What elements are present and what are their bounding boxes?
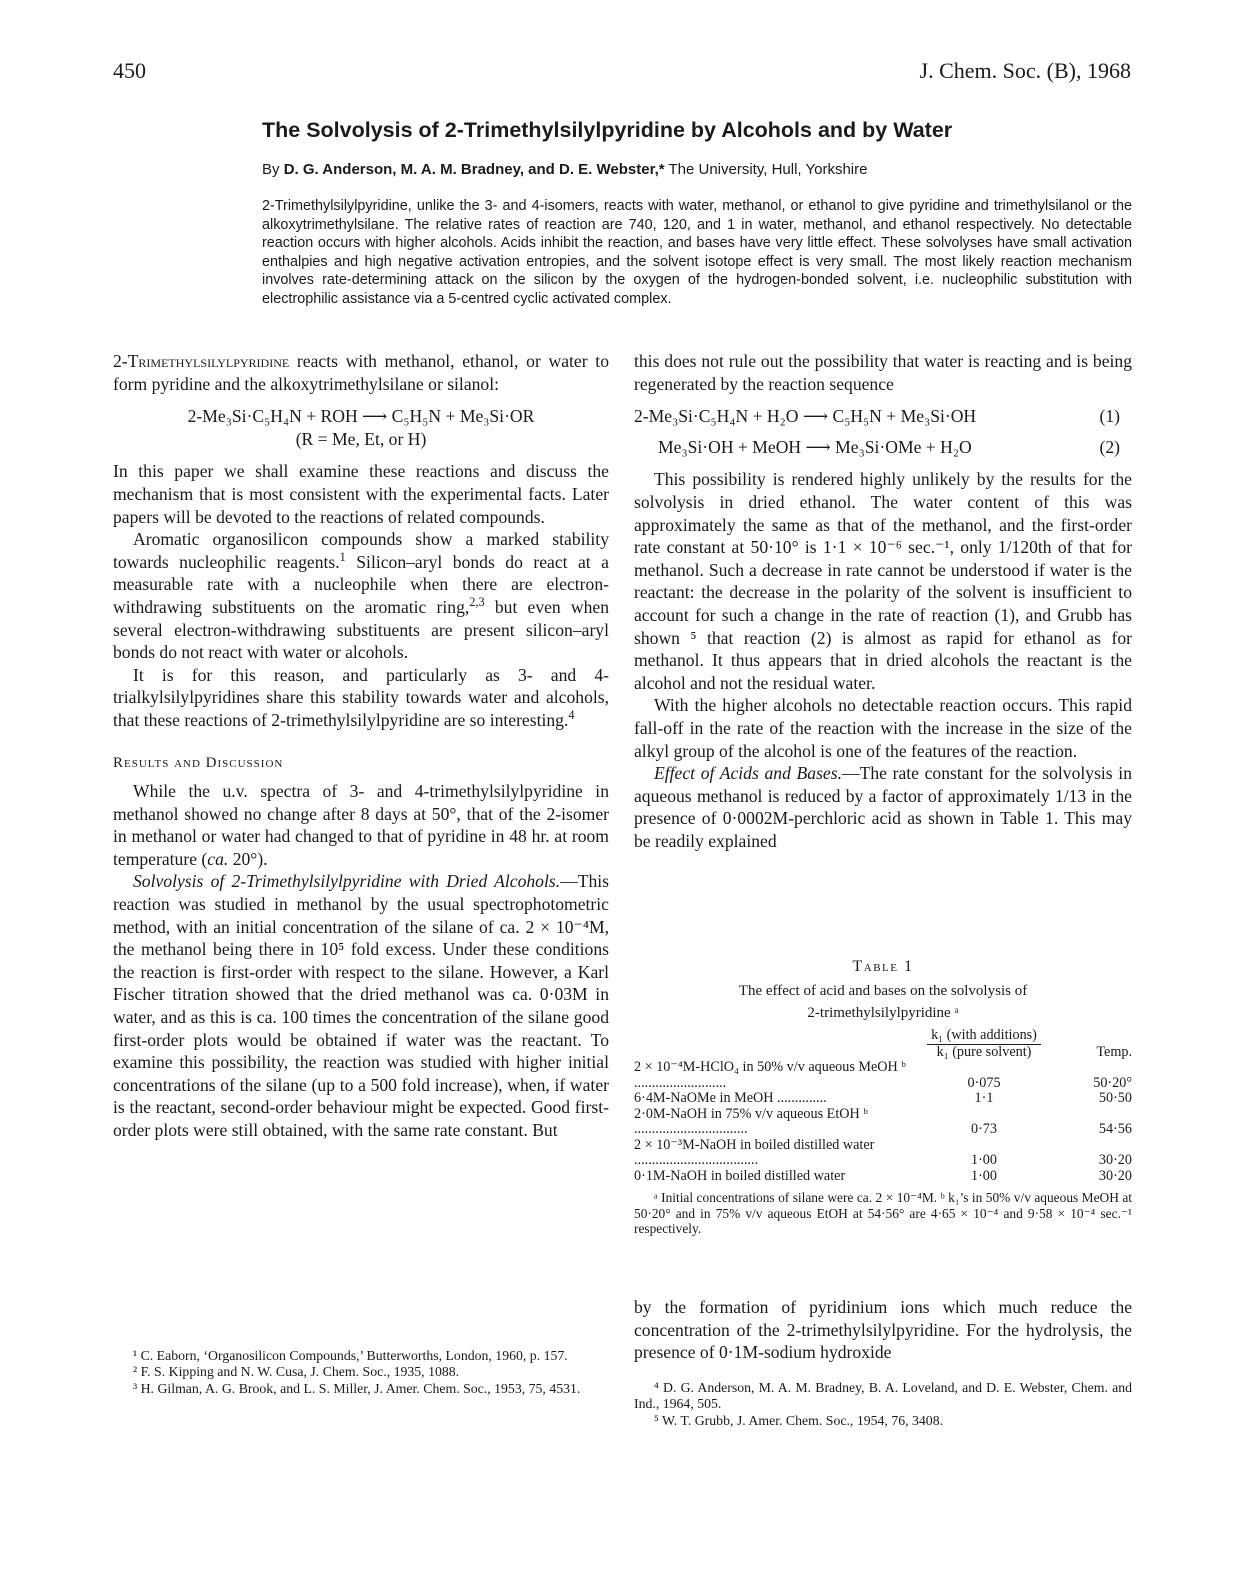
- right-column: [634, 350, 1132, 852]
- abstract: 2-Trimethylsilylpyridine, unlike the 3- and 4-isomers, reacts with water, methanol, or ethanol to give pyridine and trimethylsilanol or the alkoxytrimethylsilane. The relative rates of reaction are 740, 120, and 1 in water, methanol, and ethanol respectively. No detectable reaction occurs with higher alcohols. Acids inhibit the reaction, and bases have very little effect. These solvolyses have small activation enthalpies and high negative activation entropies, and the solvent isotope effect is very small. The most likely reaction mechanism involves rate-determining attack on the silicon by the oxygen of the hydrogen-bonded solvent, i.e. nucleophilic substitution with electrophilic assistance via a 5-centred cyclic activated complex.: [262, 198, 1132, 307]
- paragraph: Effect of Acids and Bases.—The rate constant for the solvolysis in aqueous methanol is reduced by a factor of approximately 1/13 in the presence of 0·0002M-perchloric acid as shown in Table 1. This may be readily explained: [634, 763, 1132, 851]
- byline: [262, 161, 867, 178]
- paragraph: this does not rule out the possibility that water is reacting and is being regenerated by the reaction sequence: [634, 351, 1132, 394]
- paragraph: In this paper we shall examine these reactions and discuss the mechanism that is most consistent with the experimental facts. Later papers will be devoted to the reactions of related compounds.: [113, 461, 609, 527]
- table-row: 6·4M-NaOMe in MeOH .............. 1·1 50·50: [634, 1090, 1132, 1106]
- table-row: 2 × 10⁻⁴M-HClO₄ in 50% v/v aqueous MeOH ᵇ .......................... 0·075 50·20°: [634, 1059, 1132, 1091]
- footnotes-left: [113, 1348, 609, 1397]
- affiliation: The University, Hull, Yorkshire: [664, 161, 868, 178]
- paragraph: While the u.v. spectra of 3- and 4-trimethylsilylpyridine in methanol showed no change after 8 days at 50°, that of the 2-isomer in methanol or water had changed to that of pyridine in 48 hr. at room temperature (ca. 20°).: [113, 781, 609, 869]
- table-caption: The effect of acid and bases on the solvolysis of: [738, 983, 1028, 999]
- table-1: [634, 958, 1132, 1237]
- footnote: ¹ C. Eaborn, ‘Organosilicon Compounds,’ Butterworths, London, 1960, p. 157.: [133, 1348, 568, 1363]
- header-denominator: k₁ (pure solvent): [936, 1043, 1032, 1060]
- equation-main: 2-Me₃Si·C₅H₄N + ROH ⟶ C₅H₅N + Me₃Si·OR: [187, 406, 535, 427]
- general-equation: [113, 405, 609, 450]
- equation-number: (1): [1099, 406, 1120, 427]
- reference-marker: 2,3: [469, 595, 485, 610]
- footnote: ⁵ W. T. Grubb, J. Amer. Chem. Soc., 1954, 76, 3408.: [654, 1412, 944, 1428]
- footnote: ³ H. Gilman, A. G. Brook, and L. S. Miller, J. Amer. Chem. Soc., 1953, 75, 4531.: [133, 1380, 581, 1396]
- intro-lead: 2-Trimethylsilylpyridine: [113, 351, 290, 371]
- equation-2: Me₃Si·OH + MeOH ⟶ Me₃Si·OMe + H₂O (2): [634, 436, 1132, 459]
- journal-citation: J. Chem. Soc. (B), 1968: [919, 58, 1131, 83]
- reaction-equations: [634, 405, 1132, 458]
- paragraph: Aromatic organosilicon compounds show a marked stability towards nucleophilic reagents.$^1$ Silicon–aryl bonds do react at a measurable rate with a nucleophile when there are electron-withdrawing substituents on the aromatic ring,$^{2,3}$ but even when several electron-withdrawing substituents are present silicon–aryl bonds do not react with water or alcohols.: [113, 529, 610, 663]
- paragraph: This possibility is rendered highly unlikely by the results for the solvolysis in dried ethanol. The water content of this was approximately the same as that of the methanol, and the first-order rate constant at 50·10° is 1·1 × 10⁻⁶ sec.⁻¹, only 1/120th of that for methanol. Such a decrease in rate cannot be understood if water is the reactant: the decrease in the polarity of the solvent is insufficient to account for such a change in the rate of reaction (1), and Grubb has shown ⁵ that reaction (2) is almost as rapid for ethanol as for methanol. It thus appears that in dried alcohols the reactant is the alcohol and not the residual water.: [634, 469, 1132, 693]
- article-title: The Solvolysis of 2-Trimethylsilylpyridine by Alcohols and by Water: [262, 118, 953, 142]
- header-numerator: k₁ (with additions): [927, 1028, 1041, 1045]
- authors: D. G. Anderson, M. A. M. Bradney, and D. E. Webster,*: [283, 161, 665, 178]
- byline-prefix: By: [262, 161, 284, 178]
- subsection-heading: Solvolysis of 2-Trimethylsilylpyridine with Dried Alcohols.: [133, 871, 561, 892]
- table-row: 2 × 10⁻³M-NaOH in boiled distilled water ................................... 1·00 30·20: [634, 1136, 1132, 1168]
- paragraph: It is for this reason, and particularly as 3- and 4-trialkylsilylpyridines share this stability towards water and alcohols, that these reactions of 2-trimethylsilylpyridine are so interesting.$^4$: [113, 664, 609, 730]
- reference-marker: 4: [568, 708, 575, 723]
- right-column-continued: [634, 1296, 1132, 1364]
- footnote: ⁴ D. G. Anderson, M. A. M. Bradney, B. A. Loveland, and D. E. Webster, Chem. and Ind., 1964, 505.: [634, 1380, 1132, 1412]
- intro-paragraph: [113, 350, 609, 395]
- paragraph: With the higher alcohols no detectable reaction occurs. This rapid fall-off in the rate of the reaction with the increase in the size of the alkyl group of the alcohol is one of the features of the reaction.: [634, 695, 1132, 761]
- paragraph: Solvolysis of 2-Trimethylsilylpyridine with Dried Alcohols.—This reaction was studied in methanol by the usual spectrophotometric method, with an initial concentration of the silane of ca. 2 × 10⁻⁴M, the methanol being there in 10⁵ fold excess. Under these conditions the reaction is first-order with respect to the silane. However, a Karl Fischer titration showed that the dried methanol was ca. 0·03M in water, and as this is ca. 100 times the concentration of the silane good first-order plots would be obtained if water was the reactant. To examine this possibility, the reaction was studied with higher initial concentrations of the silane (up to a 500 fold increase), when, if water is the reactant, second-order behaviour might be expected. Good first-order plots were still obtained, with the same rate constant. But: [113, 871, 609, 1140]
- table-caption: 2-trimethylsilylpyridine ᵃ: [807, 1005, 959, 1021]
- section-heading: Results and Discussion: [113, 754, 284, 771]
- table-row: 2·0M-NaOH in 75% v/v aqueous EtOH ᵇ ................................ 0·73 54·56: [634, 1105, 1132, 1137]
- intro-text: reacts with methanol, ethanol, or water to form pyridine and the alkoxytrimethylsilane or silanol:: [113, 351, 609, 394]
- left-column: [113, 350, 609, 1142]
- reference-marker: 1: [339, 549, 346, 564]
- data-table: [634, 1028, 1132, 1184]
- header-temp: Temp.: [1096, 1043, 1132, 1060]
- footnotes-right: [634, 1380, 1132, 1429]
- equation-number: (2): [1099, 436, 1120, 457]
- equation-1: 2-Me₃Si·C₅H₄N + H₂O ⟶ C₅H₅N + Me₃Si·OH (1): [634, 405, 1132, 428]
- table-label: Table 1: [852, 958, 914, 975]
- equation-condition: (R = Me, Et, or H): [295, 428, 427, 449]
- paragraph: by the formation of pyridinium ions which much reduce the concentration of the 2-trimethylsilylpyridine. For the hydrolysis, the presence of 0·1M-sodium hydroxide: [634, 1297, 1132, 1363]
- table-footnote: ᵃ Initial concentrations of silane were ca. 2 × 10⁻⁴M. ᵇ k₁’s in 50% v/v aqueous MeOH at 50·20° and in 75% v/v aqueous EtOH at 54·56° are 4·65 × 10⁻⁴ and 9·58 × 10⁻⁴ sec.⁻¹ respectively.: [634, 1190, 1132, 1236]
- page-number: 450: [113, 58, 146, 83]
- table-row: 0·1M-NaOH in boiled distilled water 1·00 30·20: [634, 1167, 1132, 1184]
- subsection-heading: Effect of Acids and Bases.: [654, 763, 842, 784]
- table-header: [634, 1028, 1132, 1060]
- footnote: ² F. S. Kipping and N. W. Cusa, J. Chem. Soc., 1935, 1088.: [133, 1364, 460, 1380]
